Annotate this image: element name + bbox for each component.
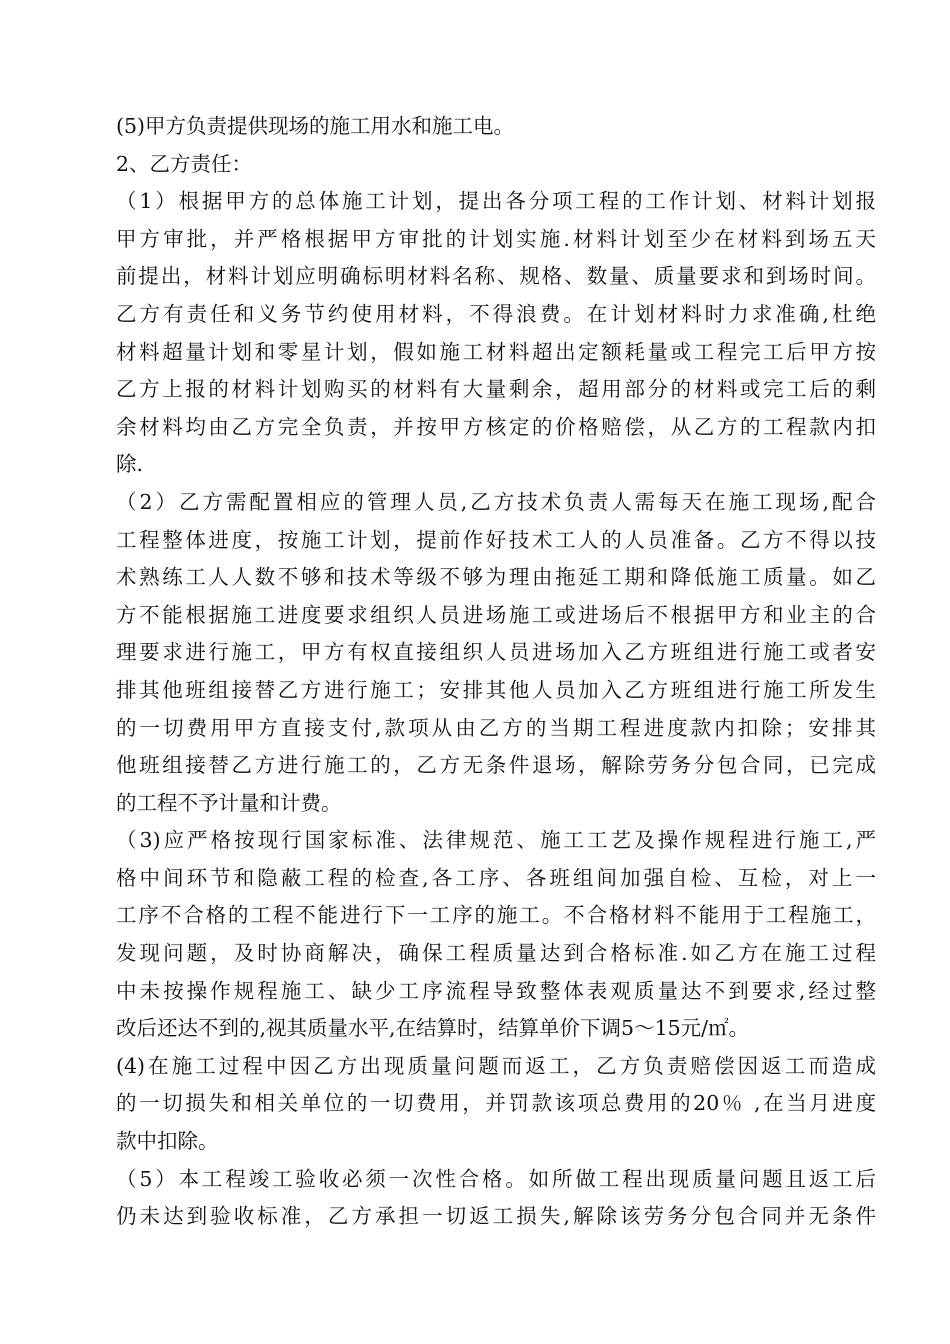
text-line: 甲方审批，并严格根据甲方审批的计划实施.材料计划至少在材料到场五天 xyxy=(116,226,876,251)
text-line: 材料超量计划和零星计划，假如施工材料超出定额耗量或工程完工后甲方按 xyxy=(116,339,876,364)
text-line: 乙方上报的材料计划购买的材料有大量剩余，超用部分的材料或完工后的剩 xyxy=(116,377,876,402)
text-line: 款中扣除。 xyxy=(116,1129,219,1154)
document-body xyxy=(116,108,876,1236)
text-line: 的一切费用甲方直接支付,款项从由乙方的当期工程进度款内扣除；安排其 xyxy=(116,715,876,740)
section-heading: 2、乙方责任： xyxy=(116,151,253,176)
text-line: （1）根据甲方的总体施工计划，提出各分项工程的工作计划、材料计划报 xyxy=(116,189,876,214)
text-line: （5）本工程竣工验收必须一次性合格。如所做工程出现质量问题且返工后 xyxy=(116,1166,876,1191)
text-line: (5)甲方负责提供现场的施工用水和施工电。 xyxy=(116,114,515,138)
text-line: 乙方有责任和义务节约使用材料，不得浪费。在计划材料时力求准确,杜绝 xyxy=(116,301,876,326)
text-line: （3)应严格按现行国家标准、法律规范、施工工艺及操作规程进行施工,严 xyxy=(116,828,876,853)
text-line: 改后还达不到的,视其质量水平,在结算时，结算单价下调5～15元/㎡。 xyxy=(116,1016,750,1041)
text-line: 格中间环节和隐蔽工程的检查,各工序、各班组间加强自检、互检，对上一 xyxy=(116,865,876,890)
text-line: 除. xyxy=(116,452,144,477)
text-line: 中未按操作规程施工、缺少工序流程导致整体表观质量达不到要求,经过整 xyxy=(116,978,876,1003)
text-line: 余材料均由乙方完全负责，并按甲方核定的价格赔偿，从乙方的工程款内扣 xyxy=(116,414,876,439)
text-line: 排其他班组接替乙方进行施工；安排其他人员加入乙方班组进行施工所发生 xyxy=(116,677,876,702)
text-line: 工序不合格的工程不能进行下一工序的施工。不合格材料不能用于工程施工， xyxy=(116,903,876,928)
text-line: 发现问题，及时协商解决，确保工程质量达到合格标准.如乙方在施工过程 xyxy=(116,941,876,966)
text-line: 的工程不予计量和计费。 xyxy=(116,790,342,815)
text-line: 仍未达到验收标准，乙方承担一切返工损失,解除该劳务分包合同并无条件 xyxy=(116,1204,876,1229)
text-line: 工程整体进度，按施工计划，提前作好技术工人的人员准备。乙方不得以技 xyxy=(116,527,876,552)
text-line: 理要求进行施工，甲方有权直接组织人员进场加入乙方班组进行施工或者安 xyxy=(116,640,876,665)
text-line: 前提出，材料计划应明确标明材料名称、规格、数量、质量要求和到场时间。 xyxy=(116,264,876,289)
text-line: 的一切损失和相关单位的一切费用，并罚款该项总费用的20％ ,在当月进度 xyxy=(116,1091,876,1116)
text-line: 他班组接替乙方进行施工的，乙方无条件退场，解除劳务分包合同，已完成 xyxy=(116,753,876,778)
text-line: (4)在施工过程中因乙方出现质量问题而返工，乙方负责赔偿因返工而造成 xyxy=(116,1053,876,1078)
text-line: 术熟练工人人数不够和技术等级不够为理由拖延工期和降低施工质量。如乙 xyxy=(116,565,876,590)
text-line: （2）乙方需配置相应的管理人员,乙方技术负责人需每天在施工现场,配合 xyxy=(116,489,876,514)
text-line: 方不能根据施工进度要求组织人员进场施工或进场后不根据甲方和业主的合 xyxy=(116,602,876,627)
